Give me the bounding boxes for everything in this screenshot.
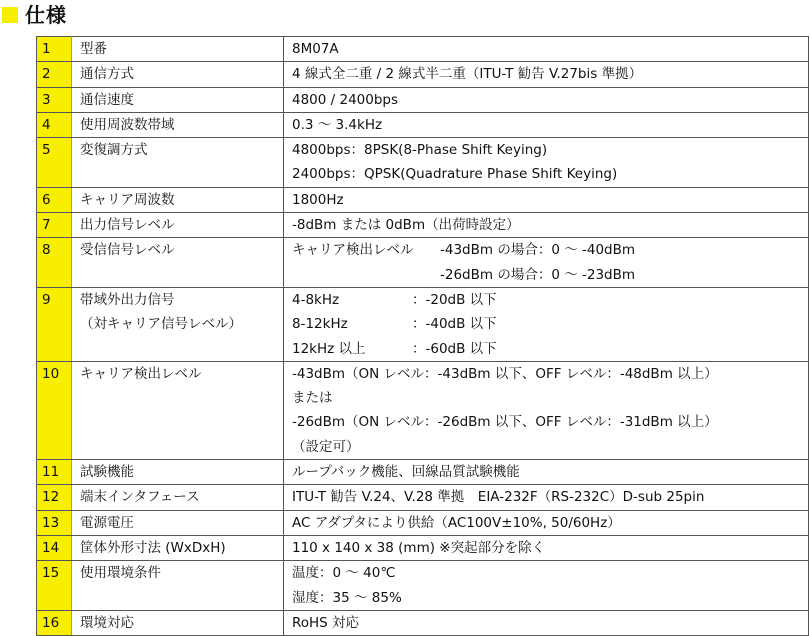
spec-value xyxy=(284,187,809,212)
spec-label-line: 使用周波数帯域 xyxy=(80,116,175,133)
spec-label-line: 受信信号レベル xyxy=(80,242,175,259)
spec-value-line: 湿度：35 ～ 85% xyxy=(292,589,402,606)
spec-value-line: 8M07A xyxy=(292,41,339,57)
spec-label-line: キャリア検出レベル xyxy=(80,365,202,382)
spec-row xyxy=(37,610,809,635)
spec-label-line: 電源電圧 xyxy=(80,514,134,531)
spec-value xyxy=(284,610,809,635)
spec-value xyxy=(284,460,809,485)
spec-label-line: 使用環境条件 xyxy=(80,565,161,582)
spec-row xyxy=(37,87,809,112)
spec-value-line: -8dBm または 0dBm（出荷時設定） xyxy=(292,217,520,234)
spec-value xyxy=(284,287,809,361)
spec-label xyxy=(72,287,284,361)
spec-row xyxy=(37,62,809,87)
row-number: 15 xyxy=(37,561,72,611)
spec-label xyxy=(72,485,284,510)
spec-value-line: 2400bps：QPSK(Quadrature Phase Shift Keying) xyxy=(292,166,618,183)
spec-label-line: 環境対応 xyxy=(80,614,134,631)
row-number: 6 xyxy=(37,187,72,212)
spec-row xyxy=(37,238,809,288)
spec-value xyxy=(284,535,809,560)
spec-label xyxy=(72,535,284,560)
spec-table xyxy=(36,36,809,636)
spec-label xyxy=(72,238,284,288)
spec-value-line xyxy=(292,288,808,312)
spec-label-line: 帯域外出力信号 xyxy=(80,291,175,308)
spec-value-line xyxy=(292,263,808,287)
spec-label-line: 変復調方式 xyxy=(80,142,148,159)
spec-label xyxy=(72,187,284,212)
spec-value-line: -43dBm（ON レベル：-43dBm 以下、OFF レベル：-48dBm 以上） xyxy=(292,365,718,382)
spec-value-line: または xyxy=(292,390,333,407)
spec-row xyxy=(37,460,809,485)
spec-value-line xyxy=(292,238,808,262)
row-number: 10 xyxy=(37,361,72,459)
band-range: 12kHz 以上 xyxy=(292,340,366,357)
spec-row xyxy=(37,138,809,188)
spec-value-line xyxy=(292,312,808,336)
spec-value-line: 0.3 ～ 3.4kHz xyxy=(292,116,383,133)
spec-value-line: 4800 / 2400bps xyxy=(292,91,399,108)
row-number: 8 xyxy=(37,238,72,288)
row-number: 7 xyxy=(37,213,72,238)
spec-value-line: ITU-T 勧告 V.24、V.28 準拠 EIA-232F（RS-232C）D-sub 25pin xyxy=(292,489,705,506)
spec-label xyxy=(72,37,284,62)
spec-row xyxy=(37,112,809,137)
spec-label-line: キャリア周波数 xyxy=(80,191,175,208)
spec-label xyxy=(72,610,284,635)
spec-row xyxy=(37,213,809,238)
spec-value-line: 温度：0 ～ 40℃ xyxy=(292,565,396,582)
carrier-detect-prefix: キャリア検出レベル xyxy=(292,242,414,259)
page-title: 仕様 xyxy=(25,3,67,27)
heading-marker-square xyxy=(2,7,18,23)
spec-label-line: 出力信号レベル xyxy=(80,217,175,234)
band-level: ：-60dB 以下 xyxy=(412,340,497,357)
spec-value-line: ループバック機能、回線品質試験機能 xyxy=(292,464,520,481)
spec-row xyxy=(37,37,809,62)
row-number: 1 xyxy=(37,37,72,62)
section-heading xyxy=(0,0,810,36)
spec-label-line: 筐体外形寸法 (WxDxH) xyxy=(80,539,226,556)
spec-label xyxy=(72,138,284,188)
spec-value xyxy=(284,87,809,112)
spec-value xyxy=(284,37,809,62)
row-number: 3 xyxy=(37,87,72,112)
spec-value-line: 4 線式全二重 / 2 線式半二重（ITU-T 勧告 V.27bis 準拠） xyxy=(292,66,643,83)
spec-row xyxy=(37,535,809,560)
row-number: 14 xyxy=(37,535,72,560)
row-number: 12 xyxy=(37,485,72,510)
spec-row xyxy=(37,287,809,361)
spec-label xyxy=(72,87,284,112)
spec-value-line: 1800Hz xyxy=(292,191,344,208)
row-number: 5 xyxy=(37,138,72,188)
row-number: 13 xyxy=(37,510,72,535)
band-level: ：-20dB 以下 xyxy=(412,291,497,308)
spec-label-line: 型番 xyxy=(80,41,107,57)
spec-label xyxy=(72,561,284,611)
band-range: 8-12kHz xyxy=(292,316,348,333)
spec-value xyxy=(284,238,809,288)
spec-value xyxy=(284,510,809,535)
band-range: 4-8kHz xyxy=(292,291,340,308)
spec-value-line: RoHS 対応 xyxy=(292,614,360,631)
spec-label-line: 端末インタフェース xyxy=(80,489,200,506)
spec-label xyxy=(72,62,284,87)
spec-label-line: 通信速度 xyxy=(80,91,134,108)
spec-label xyxy=(72,361,284,459)
row-number: 11 xyxy=(37,460,72,485)
row-number: 16 xyxy=(37,610,72,635)
spec-value xyxy=(284,138,809,188)
spec-value-line xyxy=(292,337,808,361)
spec-label xyxy=(72,213,284,238)
spec-value xyxy=(284,112,809,137)
spec-label xyxy=(72,460,284,485)
receive-level-case-2: -26dBm の場合：0 ～ -23dBm xyxy=(440,266,636,283)
spec-value-line: 110 x 140 x 38 (mm) ※突起部分を除く xyxy=(292,539,546,556)
spec-value-line: AC アダプタにより供給（AC100V±10%, 50/60Hz） xyxy=(292,514,621,531)
spec-row xyxy=(37,561,809,611)
spec-label-line: （対キャリア信号レベル） xyxy=(80,316,242,333)
row-number: 2 xyxy=(37,62,72,87)
receive-level-case-1: -43dBm の場合：0 ～ -40dBm xyxy=(440,242,636,259)
spec-value-line: -26dBm（ON レベル：-26dBm 以下、OFF レベル：-31dBm 以上） xyxy=(292,414,718,431)
spec-label xyxy=(72,510,284,535)
spec-value-line: （設定可） xyxy=(292,438,360,455)
spec-label xyxy=(72,112,284,137)
spec-row xyxy=(37,485,809,510)
spec-label-line: 試験機能 xyxy=(80,464,134,481)
spec-value xyxy=(284,485,809,510)
spec-label-line: 通信方式 xyxy=(80,66,134,83)
spec-row xyxy=(37,510,809,535)
spec-value xyxy=(284,361,809,459)
spec-value-line: 4800bps：8PSK(8-Phase Shift Keying) xyxy=(292,142,548,159)
spec-value xyxy=(284,561,809,611)
row-number: 9 xyxy=(37,287,72,361)
spec-value xyxy=(284,213,809,238)
spec-value xyxy=(284,62,809,87)
spec-table-body xyxy=(37,37,809,636)
band-level: ：-40dB 以下 xyxy=(412,316,497,333)
row-number: 4 xyxy=(37,112,72,137)
spec-row xyxy=(37,361,809,459)
spec-row xyxy=(37,187,809,212)
